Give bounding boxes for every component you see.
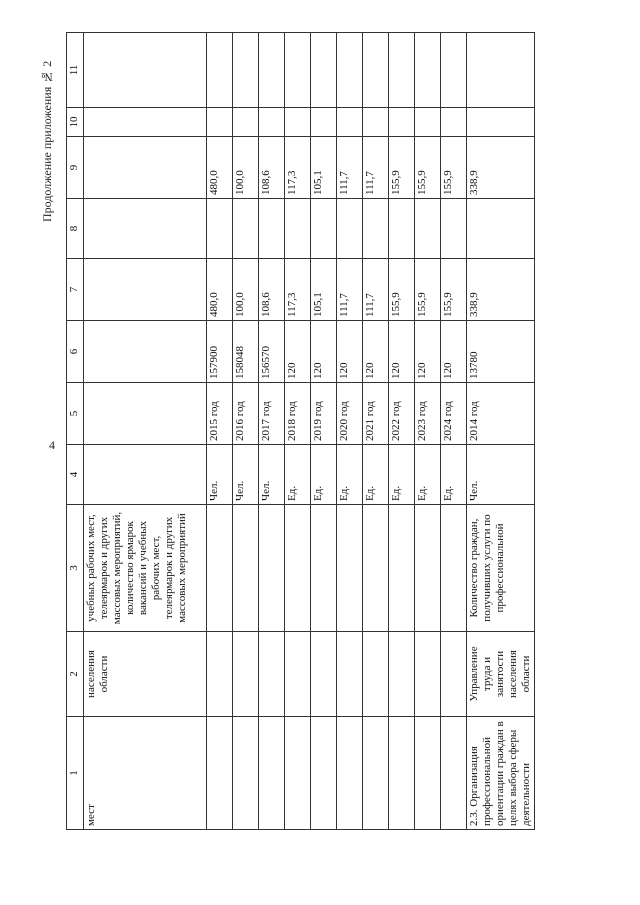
table-cell-c9: 108,6 bbox=[259, 137, 285, 199]
table-cell-c1 bbox=[363, 717, 389, 830]
table-row bbox=[311, 33, 337, 830]
table-row bbox=[467, 33, 535, 830]
header-cell: 3 bbox=[67, 505, 84, 632]
table-cell-c11 bbox=[415, 33, 441, 108]
table-cell-c5: 2021 год bbox=[363, 383, 389, 445]
page-number: 4 bbox=[49, 438, 55, 452]
table-cell-c11 bbox=[233, 33, 259, 108]
header-cell: 6 bbox=[67, 321, 84, 383]
table-cell-c1 bbox=[311, 717, 337, 830]
table-cell-c3 bbox=[207, 505, 233, 632]
table-cell-c3 bbox=[285, 505, 311, 632]
rotated-table-wrapper bbox=[66, 33, 532, 830]
table-cell-c6: 120 bbox=[363, 321, 389, 383]
table-cell-c1: 2.3. Организация профессиональной ориентации граждан в целях выбора сферы деятельности bbox=[467, 717, 535, 830]
table-cell-c11 bbox=[259, 33, 285, 108]
table-cell-c7: 338,9 bbox=[467, 259, 535, 321]
table-row bbox=[233, 33, 259, 830]
header-cell: 1 bbox=[67, 717, 84, 830]
table-row bbox=[259, 33, 285, 830]
table-cell-c10 bbox=[207, 108, 233, 137]
table-cell-c4: Ед. bbox=[311, 445, 337, 505]
table-row bbox=[337, 33, 363, 830]
table-cell-c1 bbox=[415, 717, 441, 830]
table-cell-c7: 111,7 bbox=[363, 259, 389, 321]
table-cell-c10 bbox=[311, 108, 337, 137]
table-cell-c2 bbox=[285, 632, 311, 717]
table-cell-c7 bbox=[84, 259, 207, 321]
table-cell-c8 bbox=[233, 199, 259, 259]
table-cell-c10 bbox=[363, 108, 389, 137]
table-cell-c10 bbox=[84, 108, 207, 137]
header-cell: 10 bbox=[67, 108, 84, 137]
table-cell-c7: 105,1 bbox=[311, 259, 337, 321]
table-cell-c9: 100,0 bbox=[233, 137, 259, 199]
table-cell-c11 bbox=[467, 33, 535, 108]
table-cell-c1 bbox=[259, 717, 285, 830]
table-cell-c6: 120 bbox=[285, 321, 311, 383]
table-cell-c1 bbox=[285, 717, 311, 830]
header-cell: 11 bbox=[67, 33, 84, 108]
header-cell: 8 bbox=[67, 199, 84, 259]
table-cell-c4: Ед. bbox=[363, 445, 389, 505]
table-cell-c9: 155,9 bbox=[415, 137, 441, 199]
table-cell-c1: мест bbox=[84, 717, 207, 830]
table-cell-c8 bbox=[389, 199, 415, 259]
table-cell-c3: учебных рабочих мест, телеярмарок и других массовых мероприятий, количество ярмарок вакансий и учебных рабочих мест, телеярмарок и других массовых мероприятий bbox=[84, 505, 207, 632]
table-cell-c3: Количество граждан, получивших услуги по профессиональной bbox=[467, 505, 535, 632]
table-cell-c9: 338,9 bbox=[467, 137, 535, 199]
table-row bbox=[389, 33, 415, 830]
table-cell-c10 bbox=[467, 108, 535, 137]
table-cell-c4: Ед. bbox=[415, 445, 441, 505]
table-cell-c5: 2016 год bbox=[233, 383, 259, 445]
table-cell-c5 bbox=[84, 383, 207, 445]
table-cell-c1 bbox=[441, 717, 467, 830]
table-cell-c4: Чел. bbox=[259, 445, 285, 505]
table-cell-c3 bbox=[233, 505, 259, 632]
table-cell-c6: 120 bbox=[311, 321, 337, 383]
header-row bbox=[67, 33, 84, 830]
table-cell-c6: 156570 bbox=[259, 321, 285, 383]
table-cell-c2 bbox=[337, 632, 363, 717]
table-cell-c4: Чел. bbox=[233, 445, 259, 505]
appendix-caption: Продолжение приложения № 2 bbox=[40, 60, 54, 222]
table-row bbox=[207, 33, 233, 830]
table-cell-c5: 2023 год bbox=[415, 383, 441, 445]
table-cell-c7: 117,3 bbox=[285, 259, 311, 321]
table-row bbox=[84, 33, 207, 830]
table-cell-c7: 155,9 bbox=[389, 259, 415, 321]
table-cell-c2 bbox=[363, 632, 389, 717]
table-cell-c1 bbox=[207, 717, 233, 830]
table-cell-c9 bbox=[84, 137, 207, 199]
table-cell-c7: 155,9 bbox=[441, 259, 467, 321]
table-cell-c9: 155,9 bbox=[441, 137, 467, 199]
table-row bbox=[415, 33, 441, 830]
table-cell-c9: 111,7 bbox=[363, 137, 389, 199]
table-cell-c2 bbox=[389, 632, 415, 717]
table-cell-c8 bbox=[467, 199, 535, 259]
table-cell-c6: 120 bbox=[441, 321, 467, 383]
table-cell-c9: 117,3 bbox=[285, 137, 311, 199]
table-cell-c3 bbox=[337, 505, 363, 632]
table-cell-c11 bbox=[285, 33, 311, 108]
table-cell-c10 bbox=[441, 108, 467, 137]
table-cell-c4: Чел. bbox=[467, 445, 535, 505]
table-cell-c9: 105,1 bbox=[311, 137, 337, 199]
table-row bbox=[363, 33, 389, 830]
table-cell-c6: 120 bbox=[337, 321, 363, 383]
table-cell-c7: 100,0 bbox=[233, 259, 259, 321]
table-cell-c3 bbox=[441, 505, 467, 632]
table-cell-c1 bbox=[389, 717, 415, 830]
header-cell: 7 bbox=[67, 259, 84, 321]
table-cell-c4 bbox=[84, 445, 207, 505]
table-cell-c11 bbox=[337, 33, 363, 108]
table-cell-c5: 2017 год bbox=[259, 383, 285, 445]
table-cell-c6: 13780 bbox=[467, 321, 535, 383]
header-cell: 4 bbox=[67, 445, 84, 505]
table-cell-c3 bbox=[311, 505, 337, 632]
table-cell-c2 bbox=[415, 632, 441, 717]
table-cell-c10 bbox=[337, 108, 363, 137]
table-cell-c2: Управление труда и занятости населения области bbox=[467, 632, 535, 717]
header-cell: 2 bbox=[67, 632, 84, 717]
table-row bbox=[285, 33, 311, 830]
table-cell-c10 bbox=[285, 108, 311, 137]
table-cell-c5: 2020 год bbox=[337, 383, 363, 445]
table-cell-c11 bbox=[207, 33, 233, 108]
table-cell-c11 bbox=[311, 33, 337, 108]
table-cell-c3 bbox=[415, 505, 441, 632]
table-cell-c10 bbox=[233, 108, 259, 137]
table-row bbox=[441, 33, 467, 830]
table-cell-c2 bbox=[311, 632, 337, 717]
table-cell-c2 bbox=[441, 632, 467, 717]
table-cell-c1 bbox=[233, 717, 259, 830]
table-cell-c5: 2015 год bbox=[207, 383, 233, 445]
header-cell: 5 bbox=[67, 383, 84, 445]
table-cell-c8 bbox=[207, 199, 233, 259]
table-cell-c2 bbox=[259, 632, 285, 717]
table-cell-c6 bbox=[84, 321, 207, 383]
table-cell-c10 bbox=[415, 108, 441, 137]
header-cell: 9 bbox=[67, 137, 84, 199]
table-cell-c5: 2019 год bbox=[311, 383, 337, 445]
table-cell-c8 bbox=[311, 199, 337, 259]
table-cell-c6: 120 bbox=[389, 321, 415, 383]
table-cell-c4: Ед. bbox=[389, 445, 415, 505]
table-cell-c9: 155,9 bbox=[389, 137, 415, 199]
table-cell-c4: Ед. bbox=[285, 445, 311, 505]
table-cell-c8 bbox=[337, 199, 363, 259]
table-cell-c5: 2024 год bbox=[441, 383, 467, 445]
table-cell-c5: 2018 год bbox=[285, 383, 311, 445]
table-cell-c7: 111,7 bbox=[337, 259, 363, 321]
table-cell-c6: 120 bbox=[415, 321, 441, 383]
table-cell-c11 bbox=[363, 33, 389, 108]
table-cell-c4: Ед. bbox=[441, 445, 467, 505]
table-cell-c8 bbox=[259, 199, 285, 259]
table-cell-c7: 108,6 bbox=[259, 259, 285, 321]
table-cell-c2 bbox=[233, 632, 259, 717]
table-cell-c8 bbox=[363, 199, 389, 259]
table-cell-c8 bbox=[441, 199, 467, 259]
table-cell-c2 bbox=[207, 632, 233, 717]
table-cell-c5: 2014 год bbox=[467, 383, 535, 445]
table-cell-c6: 157900 bbox=[207, 321, 233, 383]
table-cell-c7: 480,0 bbox=[207, 259, 233, 321]
table-cell-c8 bbox=[285, 199, 311, 259]
table-cell-c9: 480,0 bbox=[207, 137, 233, 199]
program-table bbox=[66, 32, 535, 830]
table-cell-c8 bbox=[84, 199, 207, 259]
table-cell-c2: населения области bbox=[84, 632, 207, 717]
table-cell-c5: 2022 год bbox=[389, 383, 415, 445]
table-cell-c11 bbox=[84, 33, 207, 108]
table-cell-c10 bbox=[389, 108, 415, 137]
table-cell-c11 bbox=[389, 33, 415, 108]
table-cell-c10 bbox=[259, 108, 285, 137]
table-cell-c6: 158048 bbox=[233, 321, 259, 383]
table-cell-c1 bbox=[337, 717, 363, 830]
table-cell-c4: Ед. bbox=[337, 445, 363, 505]
table-cell-c3 bbox=[363, 505, 389, 632]
table-cell-c11 bbox=[441, 33, 467, 108]
table-cell-c9: 111,7 bbox=[337, 137, 363, 199]
table-cell-c7: 155,9 bbox=[415, 259, 441, 321]
table-cell-c8 bbox=[415, 199, 441, 259]
table-cell-c4: Чел. bbox=[207, 445, 233, 505]
table-cell-c3 bbox=[389, 505, 415, 632]
table-cell-c3 bbox=[259, 505, 285, 632]
